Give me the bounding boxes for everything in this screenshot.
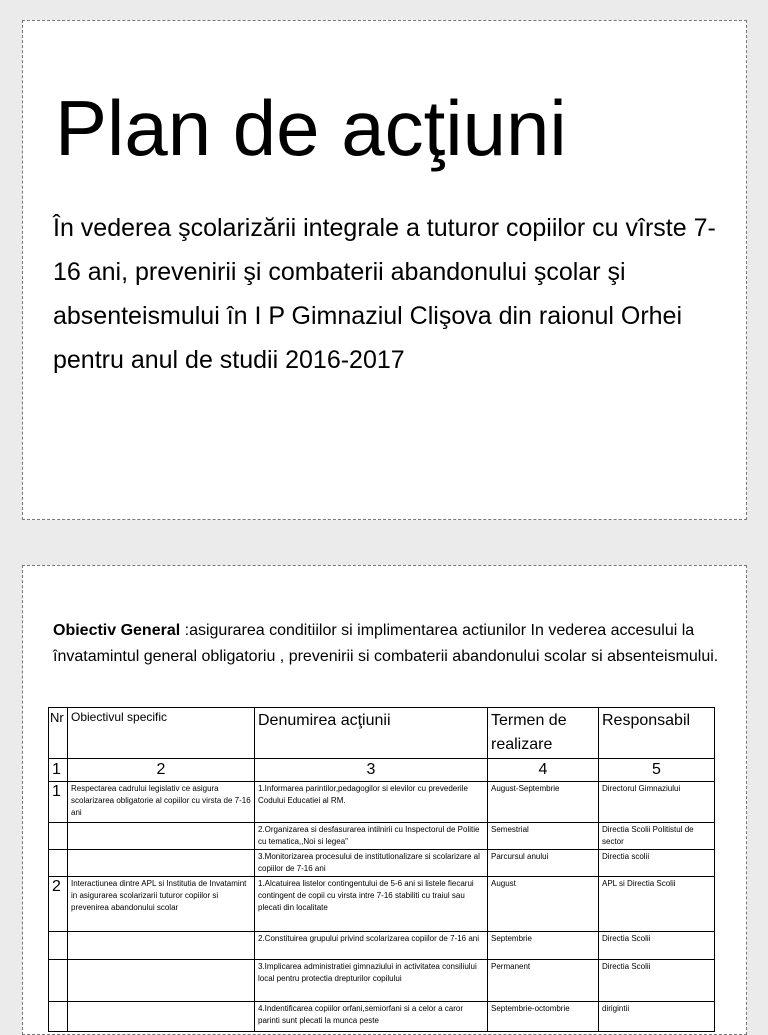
row-action: 1.Informarea parintilor,pedagogilor si elevilor cu prevederile Codului Educatiei al RM.: [255, 782, 488, 823]
table-row: [49, 932, 715, 960]
row-deadline: August-Septembrie: [488, 782, 599, 823]
column-number-row: [49, 759, 715, 782]
row-objective: [68, 1002, 255, 1032]
table-row: [49, 877, 715, 932]
row-objective: Interactiunea dintre APL si Institutia de Invatamint in asigurarea scolarizarii tuturor copiilor si prevenirea abandonului scolar: [68, 877, 255, 932]
table-row: [49, 850, 715, 877]
header-deadline: Termen de realizare: [488, 708, 599, 759]
column-number: 4: [488, 759, 599, 782]
table-row: [49, 1002, 715, 1032]
column-number: 3: [255, 759, 488, 782]
action-plan-table: [48, 707, 715, 1032]
row-objective: Respectarea cadrului legislativ ce asigura scolarizarea obligatorie al copiilor cu virsta de 7-16 ani: [68, 782, 255, 823]
row-deadline: Septembrie: [488, 932, 599, 960]
row-responsible: APL si Directia Scolii: [599, 877, 715, 932]
objective-label: Obiectiv General: [53, 622, 181, 639]
header-objective: Obiectivul specific: [68, 708, 255, 759]
row-action: 1.Alcatuirea listelor contingentului de 5-6 ani si listele fiecarui contingent de copii cu virsta intre 7-16 stabiliti cu traiul sau plecati din localitate: [255, 877, 488, 932]
row-nr: [49, 850, 68, 877]
row-objective: [68, 850, 255, 877]
row-responsible: Directorul Gimnaziului: [599, 782, 715, 823]
row-action: 3.Monitorizarea procesului de institutionalizare si scolarizare al copiilor de 7-16 ani: [255, 850, 488, 877]
row-action: 4.Indentificarea copiilor orfani,semiorfani si a celor a caror parinti sunt plecati la munca peste: [255, 1002, 488, 1032]
row-responsible: Directia Scolii Politistul de sector: [599, 823, 715, 850]
row-objective: [68, 823, 255, 850]
plan-title: Plan de acţiuni: [55, 84, 567, 172]
document-page-1: [22, 20, 747, 520]
column-number: 2: [68, 759, 255, 782]
table-row: [49, 823, 715, 850]
general-objective: [53, 618, 723, 670]
row-objective: [68, 932, 255, 960]
header-nr: Nr: [49, 708, 68, 759]
row-deadline: August: [488, 877, 599, 932]
row-action: 2.Organizarea si desfasurarea intilnirii cu Inspectorul de Politie cu tematica,,Noi si legea": [255, 823, 488, 850]
row-deadline: Permanent: [488, 960, 599, 1002]
row-deadline: Parcursul anului: [488, 850, 599, 877]
row-nr: [49, 932, 68, 960]
row-nr: [49, 1002, 68, 1032]
objective-text: :asigurarea conditiilor si implimentarea actiunilor In vederea accesului la învatamintul general obligatoriu , prevenirii si combaterii abandonului scolar si absenteismului.: [53, 622, 719, 665]
row-action: 3.Implicarea administratiei gimnaziului in activitatea consiliului local pentru protectia drepturilor copilului: [255, 960, 488, 1002]
row-nr: [49, 823, 68, 850]
row-objective: [68, 960, 255, 1002]
header-responsible: Responsabil: [599, 708, 715, 759]
row-nr: [49, 960, 68, 1002]
table-row: [49, 782, 715, 823]
row-deadline: Semestrial: [488, 823, 599, 850]
row-responsible: Directia scolii: [599, 850, 715, 877]
column-number: 1: [49, 759, 68, 782]
row-deadline: Septembrie-octombrie: [488, 1002, 599, 1032]
table-header-row: [49, 708, 715, 759]
row-nr: 1: [49, 782, 68, 823]
row-responsible: Directia Scolii: [599, 960, 715, 1002]
plan-subtitle: În vederea şcolarizării integrale a tuturor copiilor cu vîrste 7-16 ani, prevenirii şi combaterii abandonului şcolar şi absenteismului în I P Gimnaziul Clişova din raionul Orhei pentru anul de studii 2016-2017: [53, 214, 716, 374]
row-responsible: Directia Scolii: [599, 932, 715, 960]
document-page-2: [22, 565, 747, 1035]
column-number: 5: [599, 759, 715, 782]
row-action: 2.Constituirea grupului privind scolarizarea copiilor de 7-16 ani: [255, 932, 488, 960]
header-action: Denumirea acţiunii: [255, 708, 488, 759]
table-row: [49, 960, 715, 1002]
row-nr: 2: [49, 877, 68, 932]
row-responsible: dirigintii: [599, 1002, 715, 1032]
